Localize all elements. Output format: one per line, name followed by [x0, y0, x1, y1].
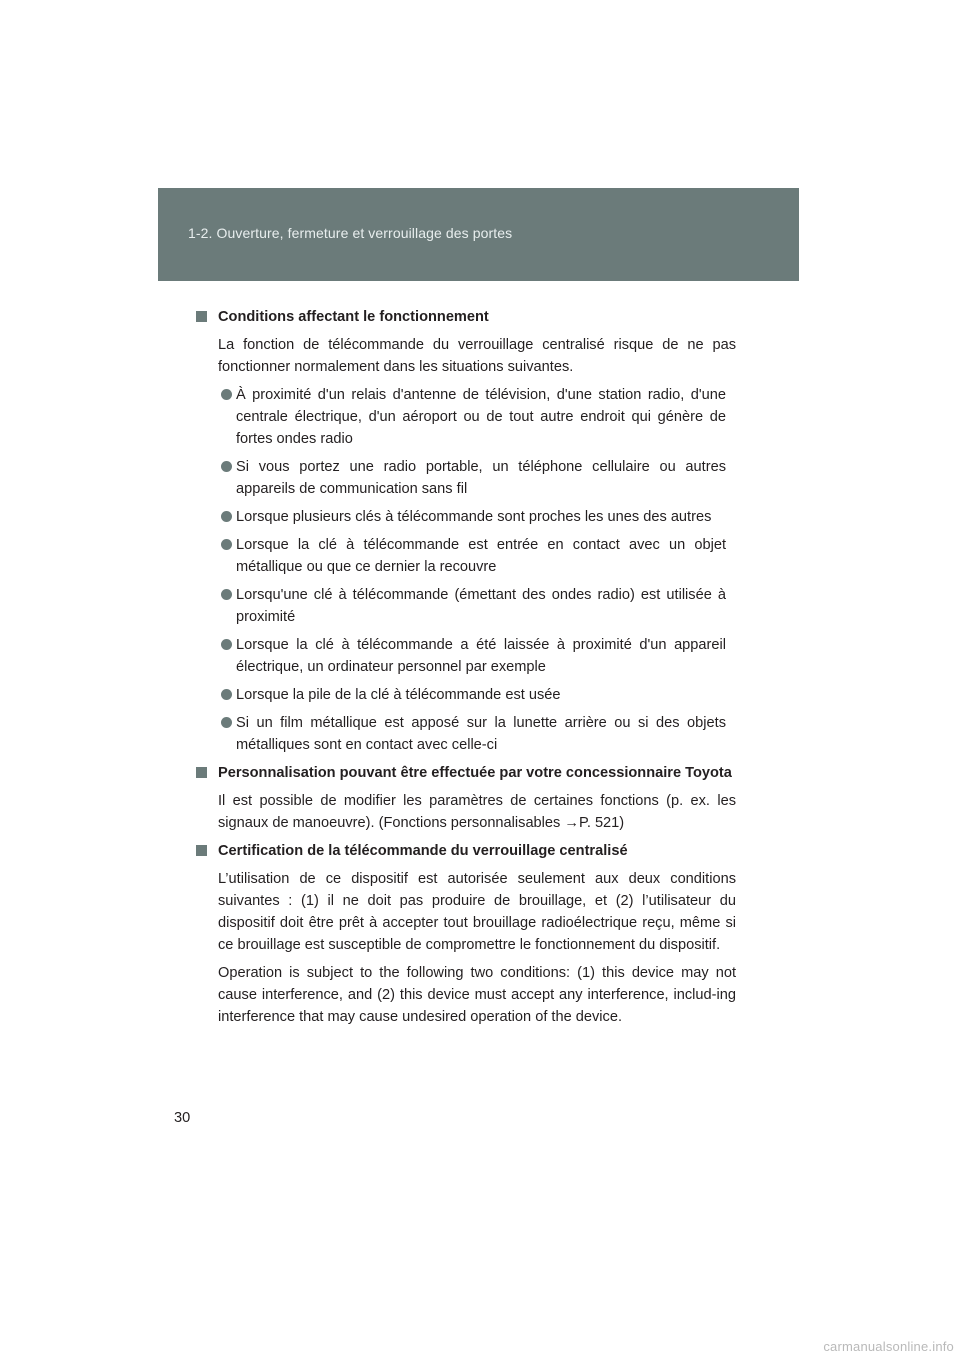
list-item: [196, 584, 736, 628]
section-intro-paragraph: La fonction de télécommande du verrouillage centralisé risque de ne pas fonctionner normalement dans les situations suivantes.: [218, 337, 736, 375]
circle-bullet-icon: [221, 689, 232, 700]
square-bullet-icon: [196, 311, 207, 322]
list-item-text: À proximité d'un relais d'antenne de télévision, d'une station radio, d'une centrale électrique, d'un aéroport ou de tout autre endroit qui génère de fortes ondes radio: [236, 387, 726, 447]
square-bullet-icon: [196, 845, 207, 856]
chapter-section-title: 1-2. Ouverture, fermeture et verrouillage des portes: [188, 225, 513, 241]
certification-paragraph-en: Operation is subject to the following two conditions: (1) this device may not cause interference, and (2) this device must accept any interference, includ-ing interference that may cause undesired operation of the device.: [218, 965, 736, 1025]
list-item: [196, 534, 736, 578]
chapter-header-band: [158, 188, 799, 281]
page-content: [196, 306, 736, 1034]
list-item: [196, 456, 736, 500]
list-item: [196, 684, 736, 706]
circle-bullet-icon: [221, 389, 232, 400]
circle-bullet-icon: [221, 461, 232, 472]
section-intro-paragraph: Il est possible de modifier les paramètres de certaines fonctions (p. ex. les signaux de manoeuvre). (Fonctions personnalisables →P. 521): [218, 793, 736, 831]
circle-bullet-icon: [221, 589, 232, 600]
section-heading-personnalisation: [196, 762, 736, 784]
site-watermark: carmanualsonline.info: [823, 1339, 954, 1354]
list-item-text: Lorsque la pile de la clé à télécommande est usée: [236, 687, 561, 703]
list-item-text: Lorsqu'une clé à télécommande (émettant des ondes radio) est utilisée à proximité: [236, 587, 726, 625]
certification-paragraph-fr: L’utilisation de ce dispositif est autorisée seulement aux deux conditions suivantes : (1) il ne doit pas produire de brouillage, et (2) l’utilisateur du dispositif doit être prêt à accepter tout brouillage radioélectrique reçu, même si ce brouillage est susceptible de compromettre le fonctionnement du dispositif.: [218, 871, 736, 953]
circle-bullet-icon: [221, 639, 232, 650]
section-heading-text: Certification de la télécommande du verrouillage centralisé: [218, 843, 628, 859]
section-heading-text: Conditions affectant le fonctionnement: [218, 309, 489, 325]
page-number: 30: [174, 1110, 191, 1126]
list-item: [196, 712, 736, 756]
list-item: [196, 634, 736, 678]
list-item: [196, 506, 736, 528]
list-item: [196, 384, 736, 450]
list-item-text: Si un film métallique est apposé sur la lunette arrière ou si des objets métalliques sont en contact avec celle-ci: [236, 715, 726, 753]
list-item-text: Lorsque la clé à télécommande est entrée en contact avec un objet métallique ou que ce dernier la recouvre: [236, 537, 726, 575]
section-heading-conditions: [196, 306, 736, 328]
section-heading-text: Personnalisation pouvant être effectuée par votre concessionnaire Toyota: [218, 765, 732, 781]
list-item-text: Lorsque la clé à télécommande a été laissée à proximité d'un appareil électrique, un ordinateur personnel par exemple: [236, 637, 726, 675]
circle-bullet-icon: [221, 511, 232, 522]
circle-bullet-icon: [221, 539, 232, 550]
circle-bullet-icon: [221, 717, 232, 728]
list-item-text: Si vous portez une radio portable, un téléphone cellulaire ou autres appareils de communication sans fil: [236, 459, 726, 497]
section-heading-certification: [196, 840, 736, 862]
list-item-text: Lorsque plusieurs clés à télécommande sont proches les unes des autres: [236, 509, 712, 525]
square-bullet-icon: [196, 767, 207, 778]
